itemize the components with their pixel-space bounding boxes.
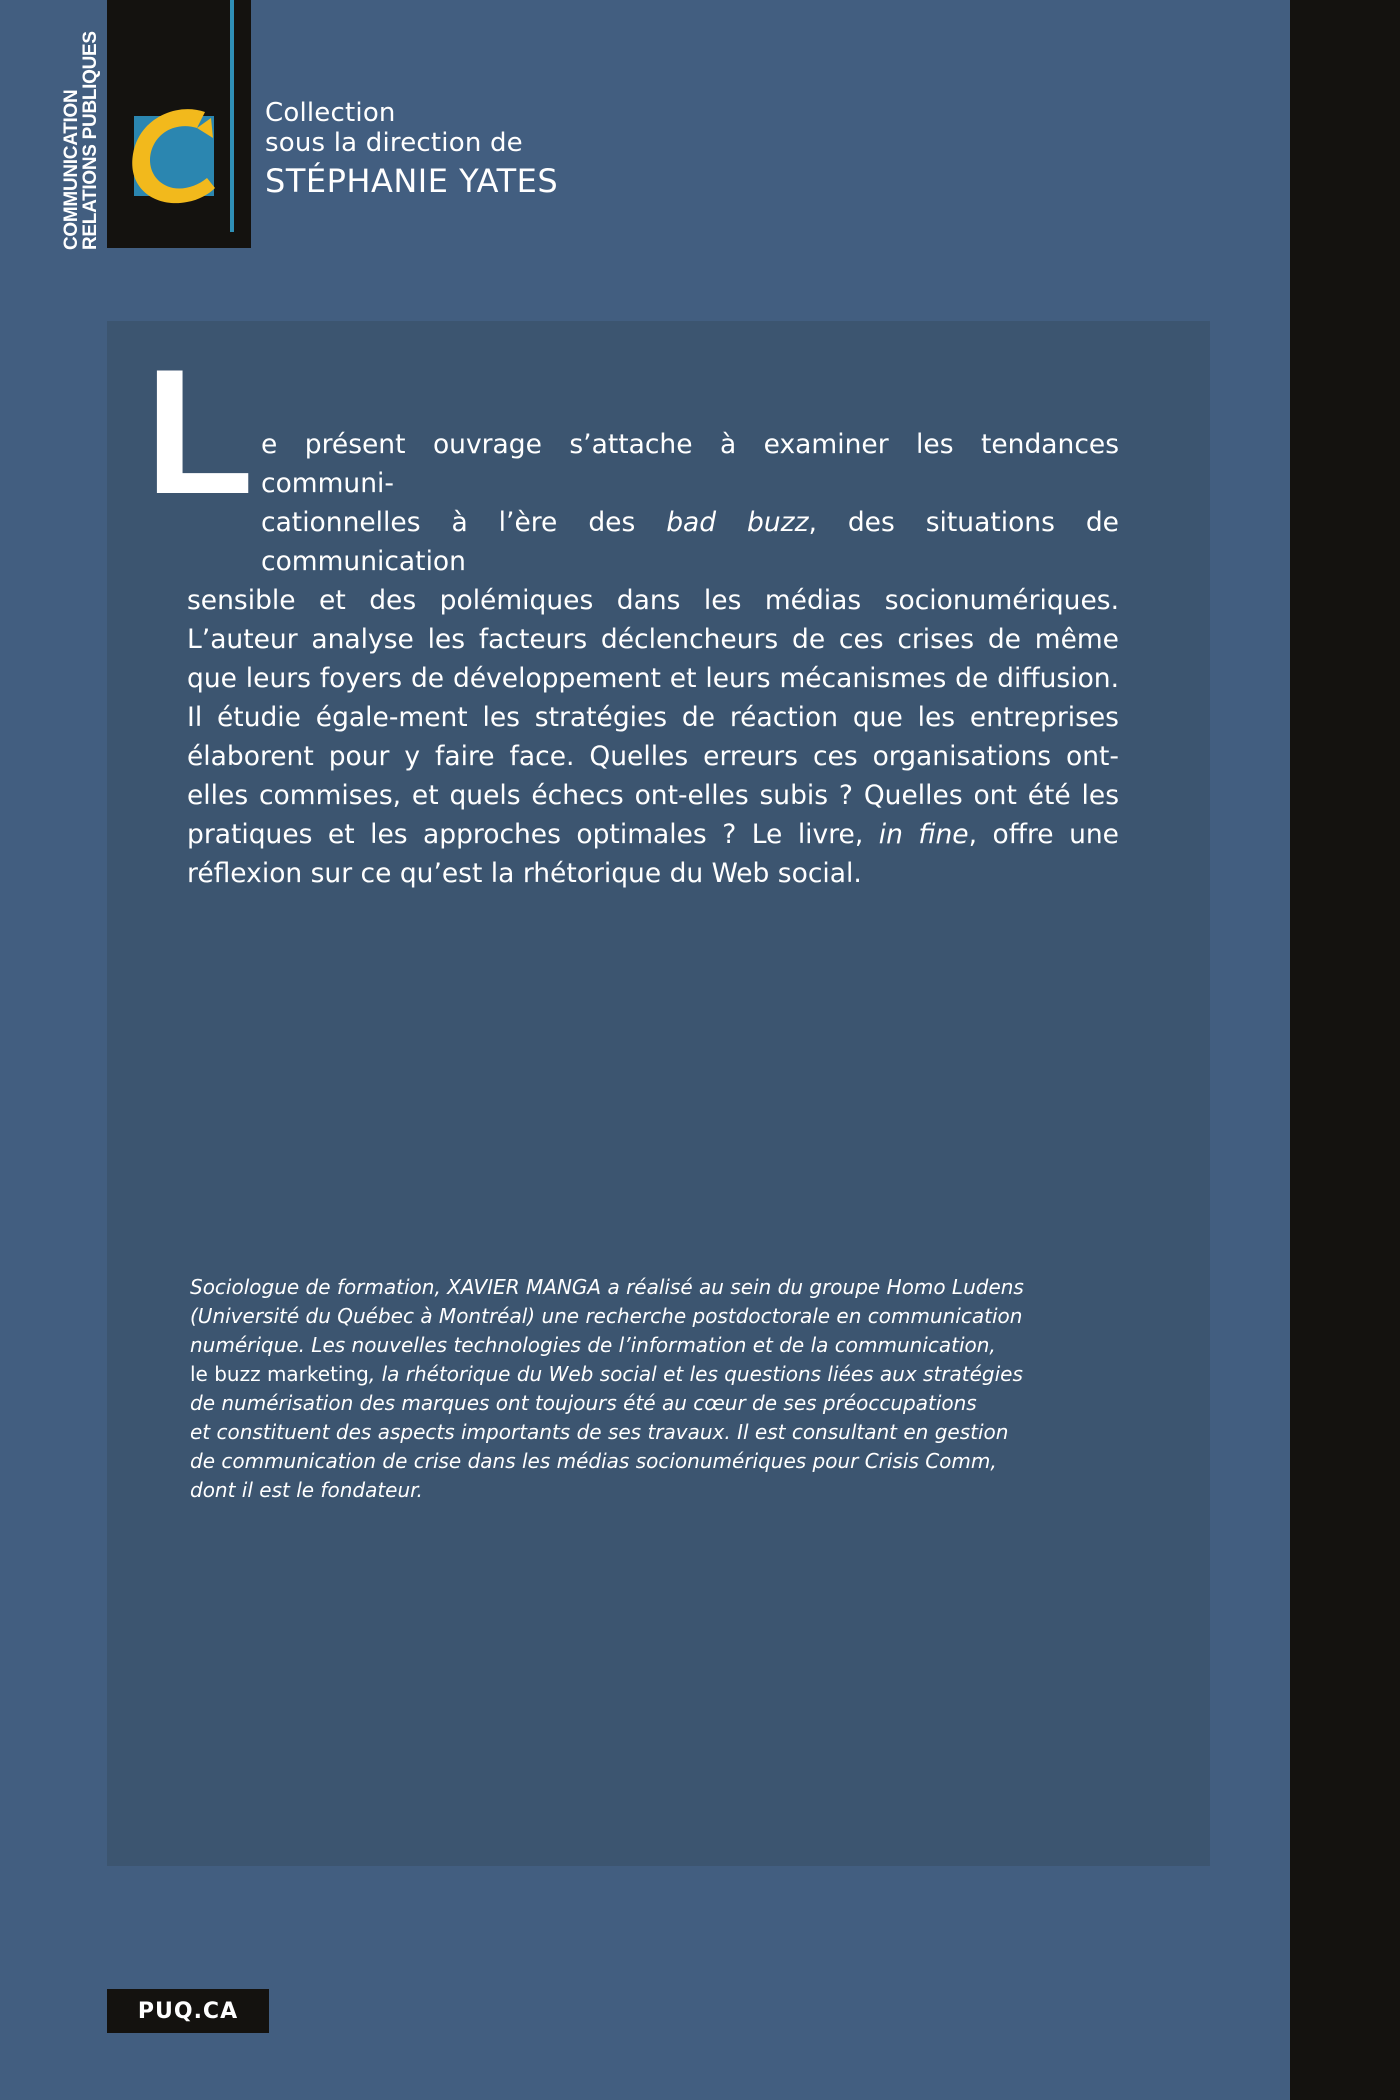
- bio-line: Sociologue de formation, XAVIER MANGA a réalisé au sein du groupe Homo Ludens: [190, 1275, 1024, 1299]
- summary-line1: e présent ouvrage s’attache à examiner les tendances communi-: [261, 429, 1119, 499]
- summary-emphasis-in-fine: in fine: [878, 819, 969, 850]
- bio-line: dont il est le fondateur.: [190, 1478, 423, 1502]
- bio-line: numérique. Les nouvelles technologies de l’information et de la communication,: [190, 1333, 996, 1357]
- bio-line: et constituent des aspects importants de ses travaux. Il est consultant en gestion: [190, 1420, 1009, 1444]
- collection-logo-block: [107, 0, 251, 248]
- summary-end: , offre une réflexion sur ce qu’est la rhétorique du Web social.: [187, 819, 1119, 889]
- bio-line: [190, 1360, 1050, 1389]
- collection-direction: sous la direction de: [265, 128, 523, 158]
- logo-accent-line: [230, 0, 234, 232]
- book-summary: [187, 425, 1119, 893]
- collection-director: STÉPHANIE YATES: [265, 162, 559, 200]
- collection-info: [265, 98, 558, 202]
- series-label-line2: RELATIONS PUBLIQUES: [80, 31, 101, 250]
- publisher-website-badge: PUQ.CA: [107, 1989, 269, 2033]
- series-label: [55, 30, 105, 248]
- summary-line2: [187, 503, 1119, 581]
- summary-line2-text: cationnelles à l’ère des: [261, 507, 667, 538]
- book-spine: [1290, 0, 1400, 2100]
- author-bio: [190, 1273, 1050, 1505]
- bio-line: de numérisation des marques ont toujours été au cœur de ses préoccupations: [190, 1391, 977, 1415]
- collection-c-logo-icon: [127, 104, 222, 208]
- collection-label: Collection: [265, 98, 396, 128]
- drop-cap: L: [145, 332, 254, 531]
- bio-line: (Université du Québec à Montréal) une recherche postdoctorale en communication: [190, 1304, 1023, 1328]
- summary-line2-end: , des situations de communication: [261, 507, 1119, 577]
- bio-line: de communication de crise dans les médias socionumériques pour Crisis Comm,: [190, 1449, 997, 1473]
- summary-body: sensible et des polémiques dans les médias socionumériques. L’auteur analyse les facteurs déclencheurs de ces crises de même que leurs foyers de développement et leurs mécanismes de diffusion. Il étudie égale-ment les stratégies de réaction que les entreprises élaborent pour y faire face. Quelles erreurs ces organisations ont-elles commises, et quels échecs ont-elles subis ? Quelles ont été les pratiques et les approches optimales ? Le livre,: [187, 585, 1119, 850]
- bio-line-rest: , la rhétorique du Web social et les questions liées aux stratégies: [368, 1362, 1023, 1386]
- summary-emphasis-bad-buzz: bad buzz: [666, 507, 809, 538]
- content-panel: [107, 321, 1210, 1866]
- series-label-line1: COMMUNICATION: [61, 89, 82, 250]
- bio-buzz-marketing: le buzz marketing: [190, 1362, 369, 1386]
